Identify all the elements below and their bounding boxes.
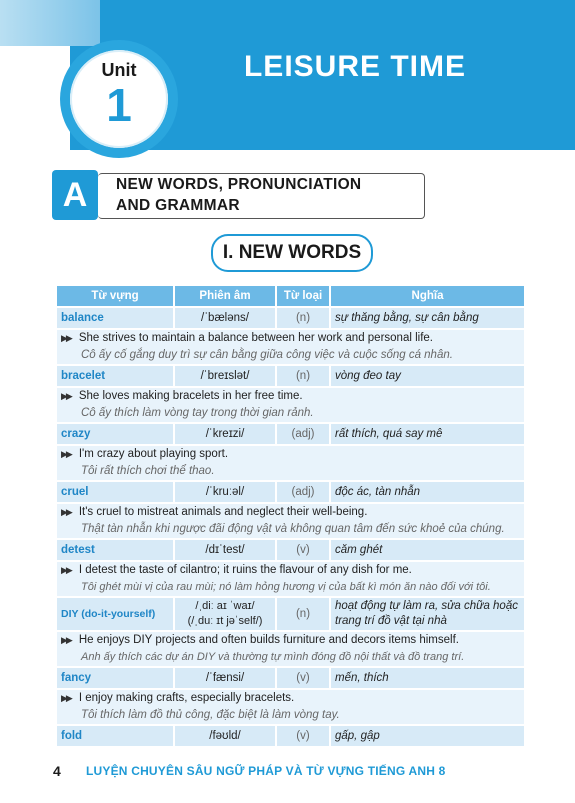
example-cell — [57, 690, 524, 724]
word-cell: DIY (do-it-yourself) — [57, 598, 173, 630]
pos-cell: (v) — [277, 540, 329, 560]
example-vietnamese: Tôi rất thích chơi thể thao. — [81, 465, 215, 477]
example-row — [57, 330, 524, 364]
example-vietnamese: Tôi ghét mùi vị của rau mùi; nó làm hỏng hương vị của bất kì món ăn nào đối với tôi. — [81, 581, 491, 593]
subsection-title: I. NEW WORDS — [211, 234, 373, 272]
word-cell: fancy — [57, 668, 173, 688]
pos-cell: (v) — [277, 726, 329, 746]
table-row — [57, 726, 524, 746]
meaning-cell: rất thích, quá say mê — [331, 424, 524, 444]
example-english: ▶▶ I'm crazy about playing sport. — [61, 448, 229, 460]
vocabulary-table — [55, 284, 526, 748]
ipa-cell: /ˈkruːəl/ — [175, 482, 275, 502]
table-row — [57, 308, 524, 328]
meaning-cell: mến, thích — [331, 668, 524, 688]
example-english: ▶▶ She loves making bracelets in her free time. — [61, 390, 303, 402]
word-cell: cruel — [57, 482, 173, 502]
header-meaning: Nghĩa — [331, 286, 524, 306]
word-cell: fold — [57, 726, 173, 746]
pos-cell: (v) — [277, 668, 329, 688]
header-word: Từ vựng — [57, 286, 173, 306]
unit-number: 1 — [106, 79, 132, 131]
double-arrow-icon: ▶▶ — [61, 391, 71, 401]
example-cell — [57, 504, 524, 538]
ipa-cell: /ˈkreɪzi/ — [175, 424, 275, 444]
unit-title: LEISURE TIME — [243, 50, 466, 83]
double-arrow-icon: ▶▶ — [61, 635, 71, 645]
example-english: ▶▶ She strives to maintain a balance between her work and personal life. — [61, 332, 433, 344]
example-cell — [57, 632, 524, 666]
ipa-line2: (/ˌduː ɪt jəˈself/) — [187, 615, 263, 627]
example-vietnamese: Cô ấy cố gắng duy trì sự cân bằng giữa công việc và cuộc sống cá nhân. — [81, 349, 453, 361]
meaning-cell: căm ghét — [331, 540, 524, 560]
pos-cell: (adj) — [277, 482, 329, 502]
example-english: ▶▶ It's cruel to mistreat animals and neglect their well-being. — [61, 506, 368, 518]
example-english: ▶▶ I detest the taste of cilantro; it ruins the flavour of any dish for me. — [61, 564, 412, 576]
example-cell — [57, 562, 524, 596]
section-letter: A — [52, 170, 98, 220]
example-english: ▶▶ I enjoy making crafts, especially bracelets. — [61, 692, 295, 704]
pos-cell: (n) — [277, 598, 329, 630]
double-arrow-icon: ▶▶ — [61, 333, 71, 343]
meaning-line2: trang trí đồ vật tại nhà — [335, 615, 447, 627]
page-number: 4 — [53, 763, 61, 779]
example-vietnamese: Cô ấy thích làm vòng tay trong thời gian rảnh. — [81, 407, 314, 419]
meaning-line1: hoạt động tự làm ra, sửa chữa hoặc — [335, 600, 518, 612]
pos-cell: (n) — [277, 366, 329, 386]
example-row — [57, 446, 524, 480]
double-arrow-icon: ▶▶ — [61, 693, 71, 703]
banner-stripe — [0, 0, 100, 46]
section-title-line1: NEW WORDS, PRONUNCIATION — [116, 176, 362, 193]
book-title: LUYỆN CHUYÊN SÂU NGỮ PHÁP VÀ TỪ VỰNG TIẾNG ANH 8 — [86, 764, 446, 778]
table-row — [57, 598, 524, 630]
double-arrow-icon: ▶▶ — [61, 507, 71, 517]
ipa-line1: /ˌdiː aɪ ˈwaɪ/ — [195, 600, 255, 612]
header-ipa: Phiên âm — [175, 286, 275, 306]
example-row — [57, 562, 524, 596]
example-english: ▶▶ He enjoys DIY projects and often builds furniture and decors items himself. — [61, 634, 459, 646]
table-row — [57, 482, 524, 502]
example-cell — [57, 388, 524, 422]
pos-cell: (n) — [277, 308, 329, 328]
example-cell — [57, 330, 524, 364]
meaning-cell: gấp, gập — [331, 726, 524, 746]
word-cell: crazy — [57, 424, 173, 444]
word-cell: bracelet — [57, 366, 173, 386]
header-pos: Từ loại — [277, 286, 329, 306]
pos-cell: (adj) — [277, 424, 329, 444]
meaning-cell — [331, 598, 524, 630]
example-row — [57, 632, 524, 666]
double-arrow-icon: ▶▶ — [61, 449, 71, 459]
ipa-cell: /dɪˈtest/ — [175, 540, 275, 560]
example-row — [57, 690, 524, 724]
table-row — [57, 668, 524, 688]
section-title-line2: AND GRAMMAR — [116, 197, 240, 214]
example-row — [57, 388, 524, 422]
table-row — [57, 366, 524, 386]
word-cell: balance — [57, 308, 173, 328]
double-arrow-icon: ▶▶ — [61, 565, 71, 575]
ipa-cell — [175, 598, 275, 630]
table-row — [57, 540, 524, 560]
example-cell — [57, 446, 524, 480]
example-row — [57, 504, 524, 538]
example-vietnamese: Tôi thích làm đồ thủ công, đặc biệt là làm vòng tay. — [81, 709, 340, 721]
example-vietnamese: Anh ấy thích các dự án DIY và thường tự mình đóng đồ nội thất và đồ trang trí. — [81, 651, 465, 663]
ipa-cell: /ˈfænsi/ — [175, 668, 275, 688]
table-header-row — [57, 286, 524, 306]
meaning-cell: độc ác, tàn nhẫn — [331, 482, 524, 502]
ipa-cell: /fəʊld/ — [175, 726, 275, 746]
table-row — [57, 424, 524, 444]
meaning-cell: vòng đeo tay — [331, 366, 524, 386]
meaning-cell: sự thăng bằng, sự cân bằng — [331, 308, 524, 328]
unit-label: Unit — [101, 60, 137, 80]
ipa-cell: /ˈbæləns/ — [175, 308, 275, 328]
word-cell: detest — [57, 540, 173, 560]
ipa-cell: /ˈbreɪslət/ — [175, 366, 275, 386]
example-vietnamese: Thật tàn nhẫn khi ngược đãi động vật và không quan tâm đến sức khoẻ của chúng. — [81, 523, 505, 535]
